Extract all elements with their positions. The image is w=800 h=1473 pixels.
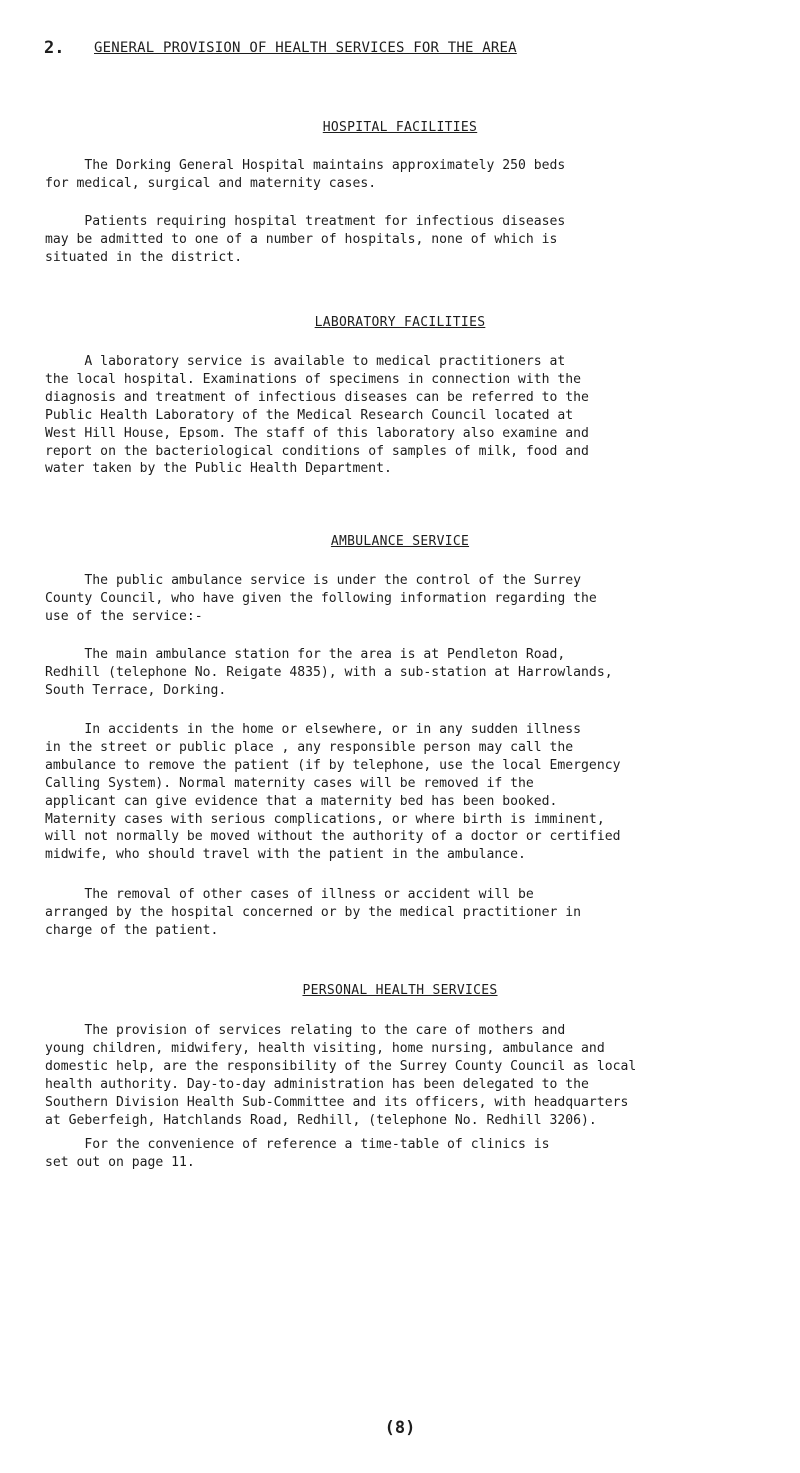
paragraph-ambulance-station: The main ambulance station for the area is at Pendleton Road, Redhill (telephone No. Reigate 4835), with a sub-station at Harrowlands, South Terrace, Dorking. [45,647,613,698]
section-title-ambulance: AMBULANCE SERVICE [330,534,470,549]
page-title: GENERAL PROVISION OF HEALTH SERVICES FOR THE AREA [94,40,517,56]
page-footer-number: (8) [384,1418,416,1438]
page-number: 2. [44,38,65,58]
paragraph-hospital-beds: The Dorking General Hospital maintains approximately 250 beds for medical, surgical and maternity cases. [45,158,566,191]
paragraph-personal-health-provision: The provision of services relating to the care of mothers and young children, midwifery, health visiting, home nursing, ambulance and domestic help, are the responsibility of the Surrey County Council as local health authority. Day-to-day administration has been delegated to the Southern Division Health Sub-Committee and its officers, with headquarters at Geberfeigh, Hatchlands Road, Redhill, (telephone No. Redhill 3206). [45,1023,637,1128]
paragraph-ambulance-accidents: In accidents in the home or elsewhere, or in any sudden illness in the street or public place , any responsible person may call the ambulance to remove the patient (if by telephone, use the local Emergency Calling System). Normal maternity cases will be removed if the applicant can give evidence that a maternity bed has been booked. Maternity cases with serious complications, or where birth is imminent, will not normally be moved without the authority of a doctor or certified midwife, who should travel with the patient in the ambulance. [45,722,621,863]
paragraph-ambulance-control: The public ambulance service is under the control of the Surrey County Council, who have given the following information regarding the use of the service:- [45,573,597,624]
page-header [44,38,684,68]
section-title-personal-health: PERSONAL HEALTH SERVICES [302,983,498,998]
paragraph-laboratory-service: A laboratory service is available to medical practitioners at the local hospital. Examinations of specimens in connection with the diagnosis and treatment of infectious diseases can be referred to the Public Health Laboratory of the Medical Research Council located at West Hill House, Epsom. The staff of this laboratory also examine and report on the bacteriological conditions of samples of milk, food and water taken by the Public Health Department. [45,354,589,477]
paragraph-infectious-diseases: Patients requiring hospital treatment for infectious diseases may be admitted to one of a number of hospitals, none of which is situated in the district. [45,214,566,265]
section-title-hospital: HOSPITAL FACILITIES [322,120,478,135]
section-title-laboratory: LABORATORY FACILITIES [314,315,486,330]
paragraph-clinics-reference: For the convenience of reference a time-table of clinics is set out on page 11. [45,1137,550,1170]
paragraph-ambulance-other-cases: The removal of other cases of illness or accident will be arranged by the hospital concerned or by the medical practitioner in charge of the patient. [45,887,582,938]
